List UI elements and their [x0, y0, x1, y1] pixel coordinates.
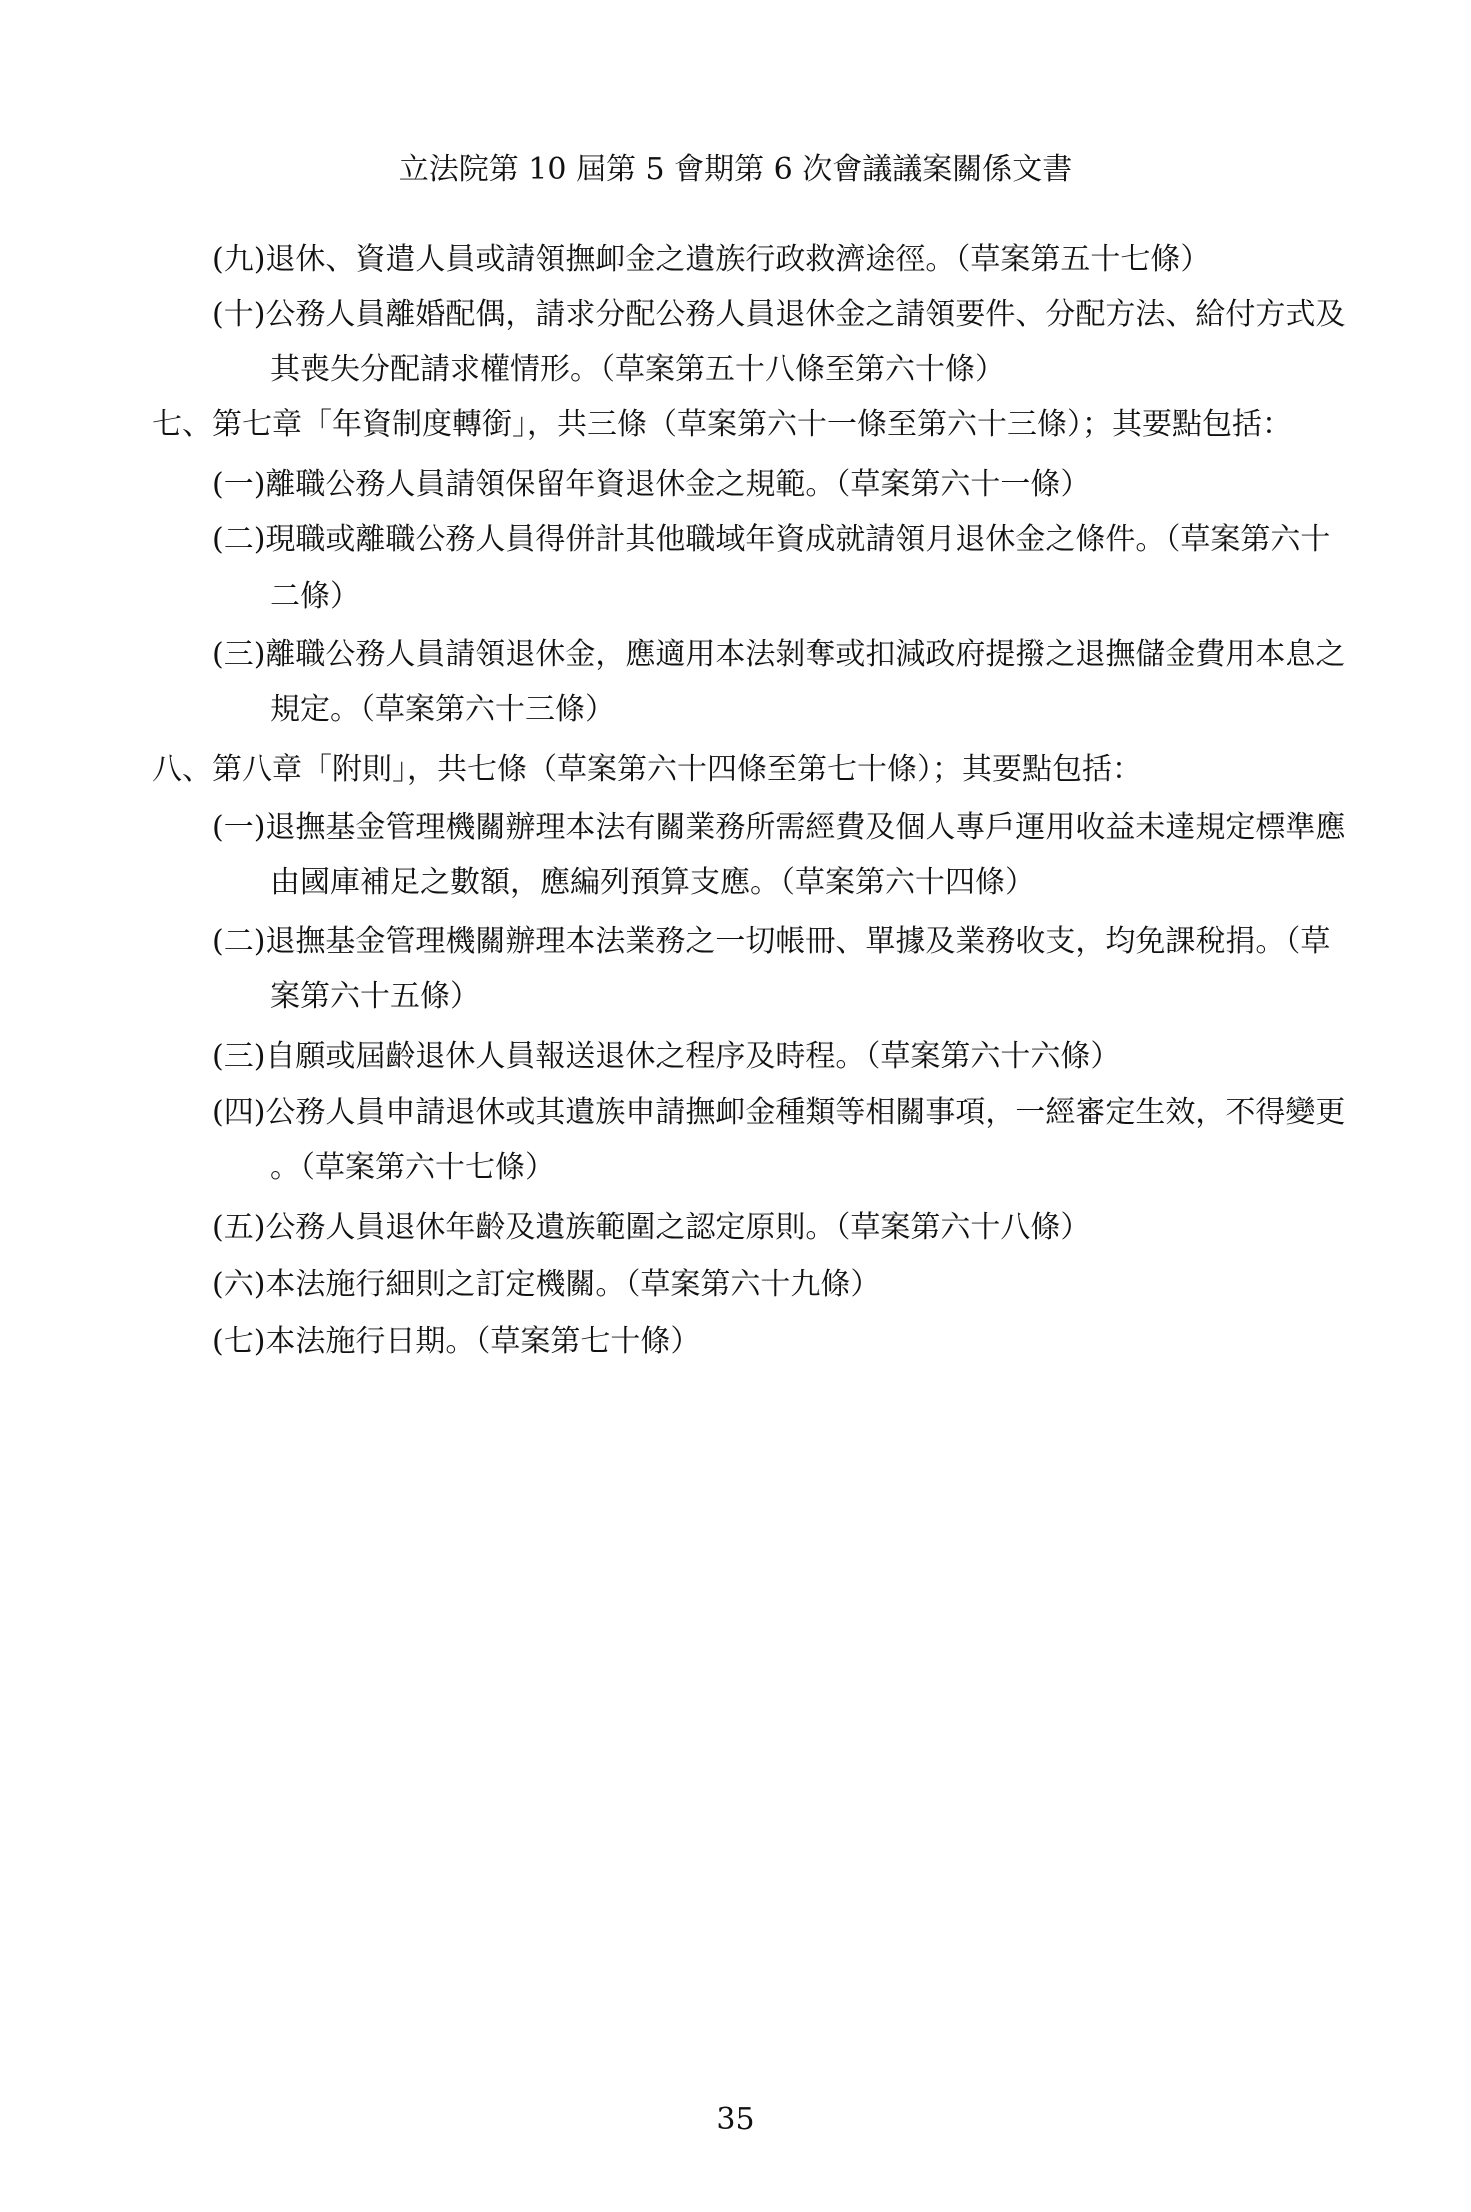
section-eight-item-one-line1: (一)退撫基金管理機關辦理本法有關業務所需經費及個人專戶運用收益未達規定標準應 [212, 810, 1346, 845]
section-eight-item-five: (五)公務人員退休年齡及遺族範圍之認定原則。（草案第六十八條） [212, 1210, 1091, 1245]
section-eight-item-two-line2: 案第六十五條） [270, 979, 480, 1014]
section-eight-item-two-line1: (二)退撫基金管理機關辦理本法業務之一切帳冊、單據及業務收支，均免課稅捐。（草 [212, 924, 1331, 959]
section-seven-item-one: (一)離職公務人員請領保留年資退休金之規範。（草案第六十一條） [212, 467, 1091, 502]
section-seven-item-three-line1: (三)離職公務人員請領退休金，應適用本法剝奪或扣減政府提撥之退撫儲金費用本息之 [212, 637, 1346, 672]
item-ten-line2: 其喪失分配請求權情形。（草案第五十八條至第六十條） [270, 352, 1005, 387]
section-seven-heading: 七、第七章「年資制度轉銜」，共三條（草案第六十一條至第六十三條）；其要點包括： [152, 407, 1292, 442]
section-eight-item-one-line2: 由國庫補足之數額，應編列預算支應。（草案第六十四條） [270, 865, 1035, 900]
section-eight-heading: 八、第八章「附則」，共七條（草案第六十四條至第七十條）；其要點包括： [152, 752, 1142, 787]
section-eight-item-seven: (七)本法施行日期。（草案第七十條） [212, 1324, 701, 1359]
section-seven-item-two-line1: (二)現職或離職公務人員得併計其他職域年資成就請領月退休金之條件。（草案第六十 [212, 522, 1331, 557]
section-eight-item-six: (六)本法施行細則之訂定機關。（草案第六十九條） [212, 1267, 881, 1302]
section-eight-item-four-line2: 。（草案第六十七條） [270, 1150, 555, 1185]
section-eight-item-three: (三)自願或屆齡退休人員報送退休之程序及時程。（草案第六十六條） [212, 1039, 1121, 1074]
item-nine: (九)退休、資遣人員或請領撫卹金之遺族行政救濟途徑。（草案第五十七條） [212, 242, 1211, 277]
page-number: 35 [716, 2102, 755, 2137]
section-eight-item-four-line1: (四)公務人員申請退休或其遺族申請撫卹金種類等相關事項，一經審定生效，不得變更 [212, 1095, 1346, 1130]
item-ten-line1: (十)公務人員離婚配偶，請求分配公務人員退休金之請領要件、分配方法、給付方式及 [212, 297, 1346, 332]
section-seven-item-two-line2: 二條） [270, 579, 360, 614]
section-seven-item-three-line2: 規定。（草案第六十三條） [270, 692, 615, 727]
document-header: 立法院第 10 屆第 5 會期第 6 次會議議案關係文書 [398, 152, 1073, 187]
